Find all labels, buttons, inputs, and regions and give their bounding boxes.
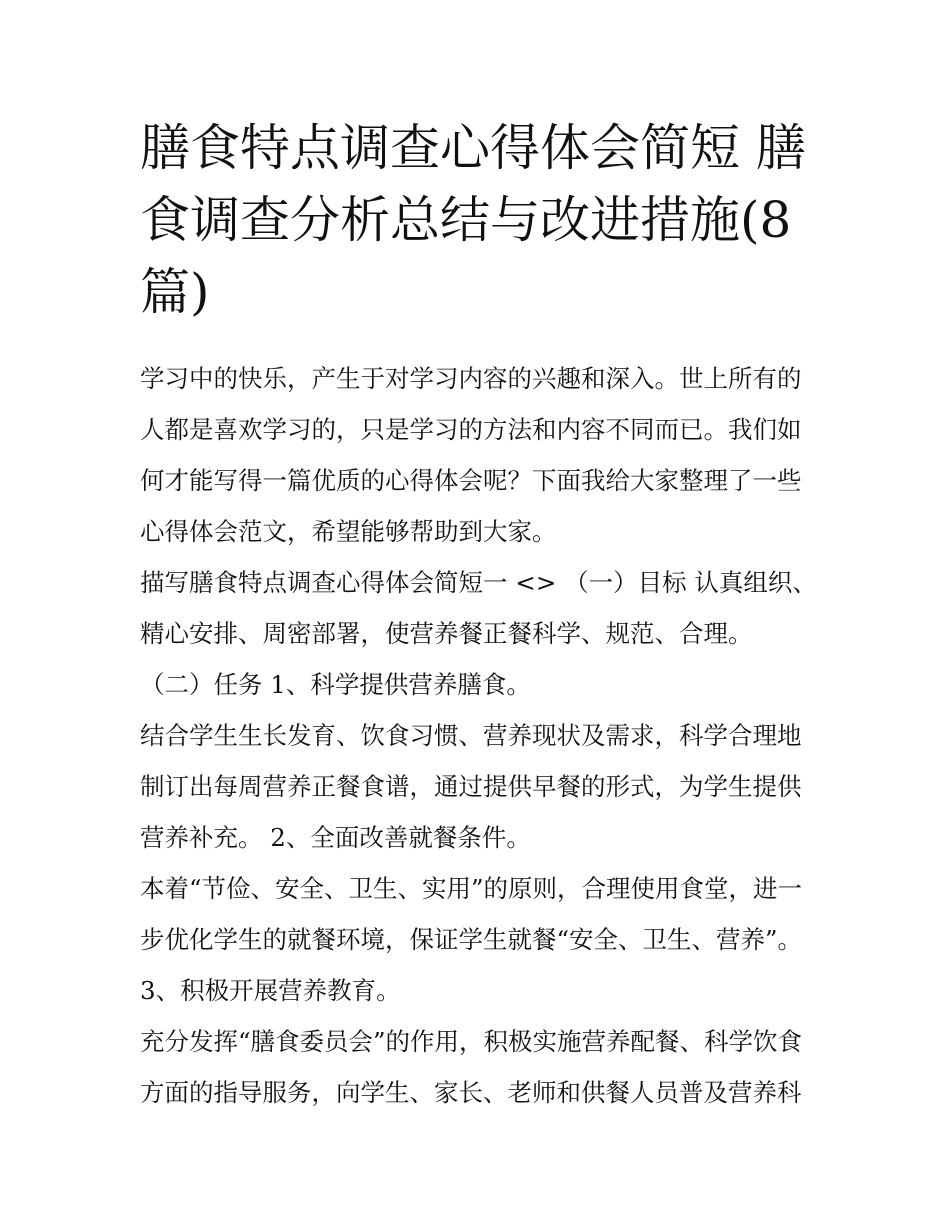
paragraph-task-detail: 结合学生生长发育、饮食习惯、营养现状及需求，科学合理地制订出每周营养正餐食谱，通过提供早餐的形式，为学生提供营养补充。 2、全面改善就餐条件。 [140, 721, 802, 852]
document-body [140, 353, 820, 1118]
paragraph-task-heading: （二）任务 1、科学提供营养膳食。 [140, 670, 531, 699]
paragraph-dining-conditions: 本着“节俭、安全、卫生、实用”的原则，合理使用食堂，进一步优化学生的就餐环境，保证学生就餐“安全、卫生、营养”。 [140, 874, 803, 954]
document-title: 膳食特点调查心得体会简短 膳食调查分析总结与改进措施(8篇) [140, 119, 806, 321]
paragraph-education-heading: 3、积极开展营养教育。 [140, 976, 401, 1005]
paragraph-intro: 学习中的快乐，产生于对学习内容的兴趣和深入。世上所有的人都是喜欢学习的，只是学习的方法和内容不同而已。我们如何才能写得一篇优质的心得体会呢？下面我给大家整理了一些心得体会范文，希望能够帮助到大家。 [140, 364, 802, 546]
paragraph-education-detail: 充分发挥“膳食委员会”的作用，积极实施营养配餐、科学饮食方面的指导服务，向学生、家长、老师和供餐人员普及营养科 [140, 1027, 803, 1107]
paragraph-goal: 描写膳食特点调查心得体会简短一 <> （一）目标 认真组织、精心安排、周密部署，使营养餐正餐科学、规范、合理。 [140, 568, 817, 648]
